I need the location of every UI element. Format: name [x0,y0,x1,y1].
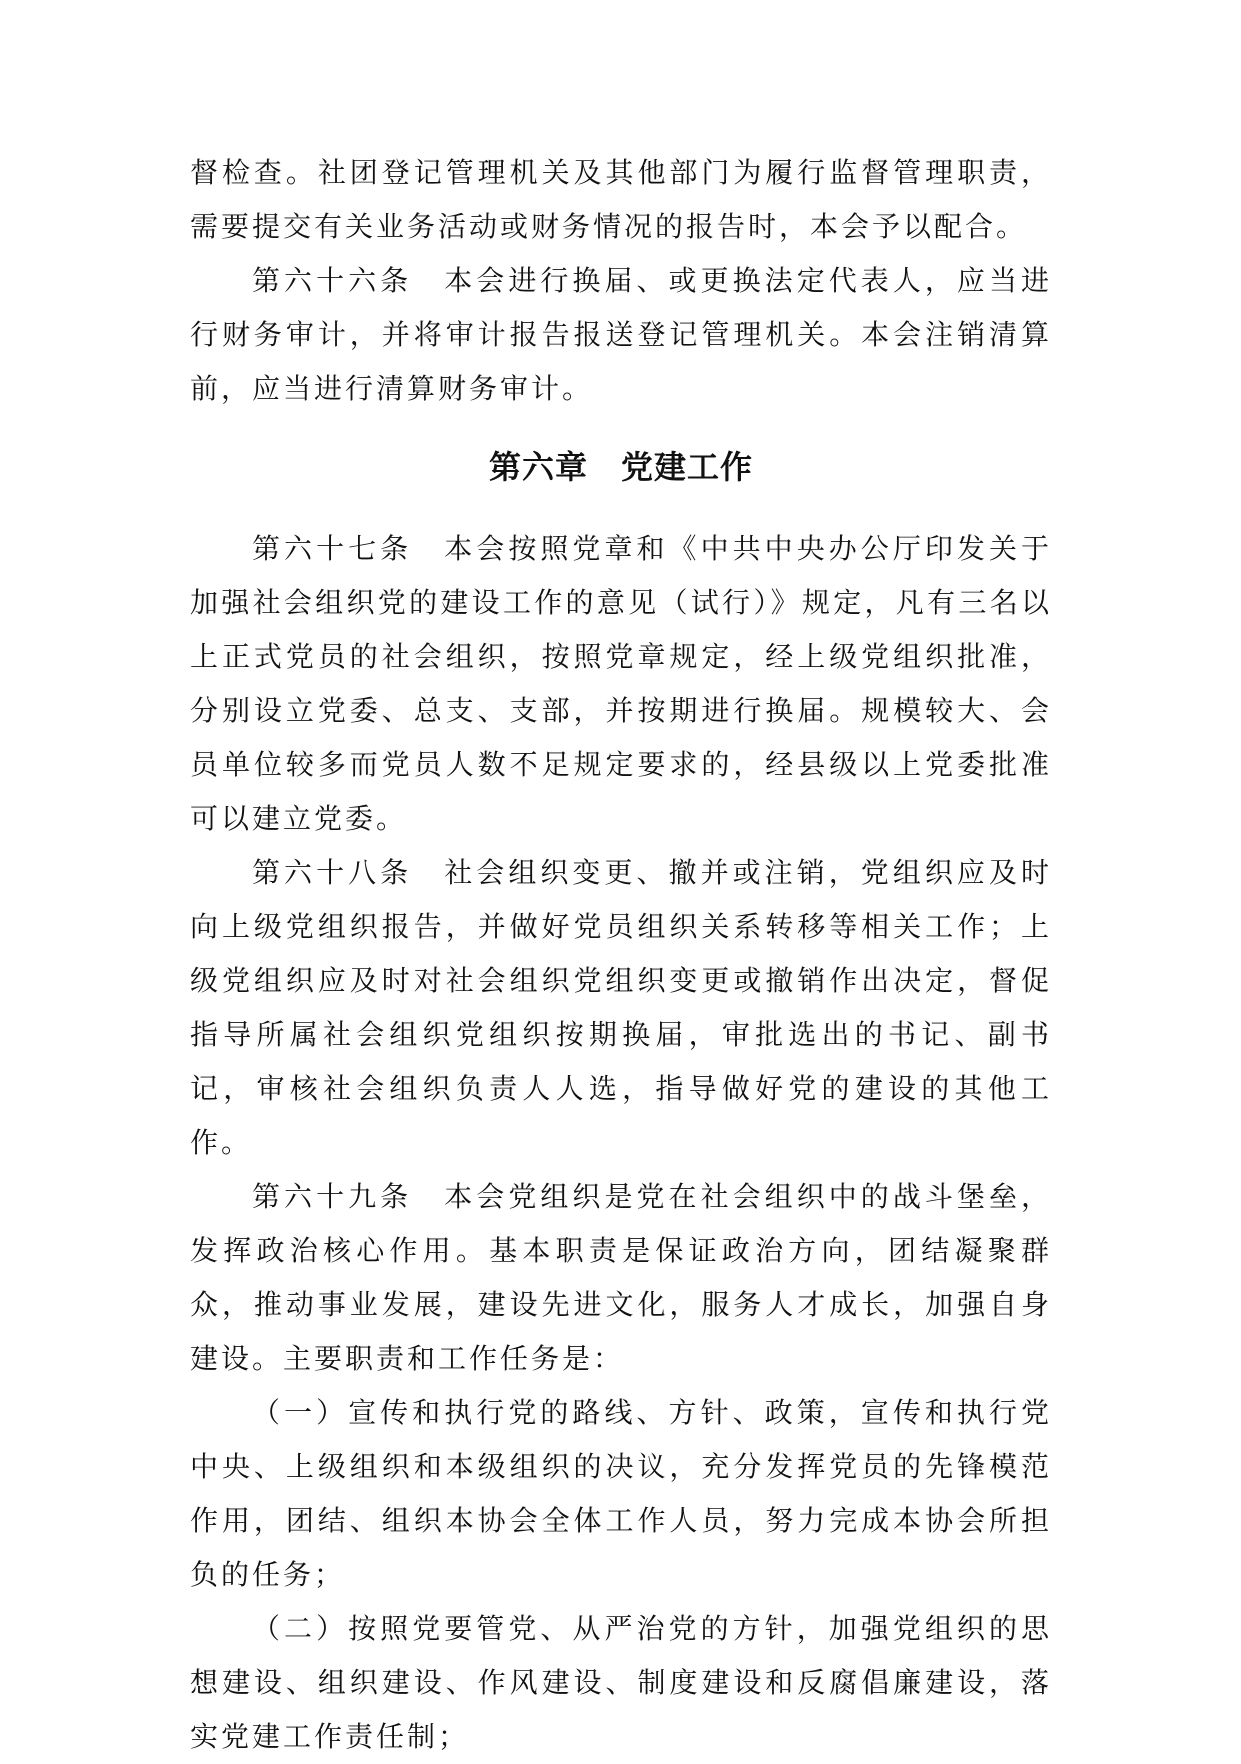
article-67-paragraph: 第六十七条 本会按照党章和《中共中央办公厅印发关于加强社会组织党的建设工作的意见（试行）》规定，凡有三名以上正式党员的社会组织，按照党章规定，经上级党组织批准，分别设立党委、总支、支部，并按期进行换届。规模较大、会员单位较多而党员人数不足规定要求的，经县级以上党委批准可以建立党委。 [190,532,1052,835]
article-68-paragraph: 第六十八条 社会组织变更、撤并或注销，党组织应及时向上级党组织报告，并做好党员组织关系转移等相关工作；上级党组织应及时对社会组织党组织变更或撤销作出决定，督促指导所属社会组织党组织按期换届，审批选出的书记、副书记，审核社会组织负责人人选，指导做好党的建设的其他工作。 [190,856,1052,1159]
article-66-paragraph: 第六十六条 本会进行换届、或更换法定代表人，应当进行财务审计，并将审计报告报送登记管理机关。本会注销清算前，应当进行清算财务审计。 [190,264,1052,405]
article-69-item-1: （一）宣传和执行党的路线、方针、政策，宣传和执行党中央、上级组织和本级组织的决议，充分发挥党员的先锋模范作用，团结、组织本协会全体工作人员，努力完成本协会所担负的任务； [190,1396,1052,1591]
paragraph-continuation: 督检查。社团登记管理机关及其他部门为履行监督管理职责，需要提交有关业务活动或财务情况的报告时，本会予以配合。 [190,156,1052,243]
document-page [190,146,1052,1764]
article-69-item-2: （二）按照党要管党、从严治党的方针，加强党组织的思想建设、组织建设、作风建设、制度建设和反腐倡廉建设，落实党建工作责任制； [190,1612,1052,1753]
article-69-paragraph: 第六十九条 本会党组织是党在社会组织中的战斗堡垒，发挥政治核心作用。基本职责是保证政治方向，团结凝聚群众，推动事业发展，建设先进文化，服务人才成长，加强自身建设。主要职责和工作任务是： [190,1180,1052,1375]
chapter-title: 第六章 党建工作 [488,448,753,486]
